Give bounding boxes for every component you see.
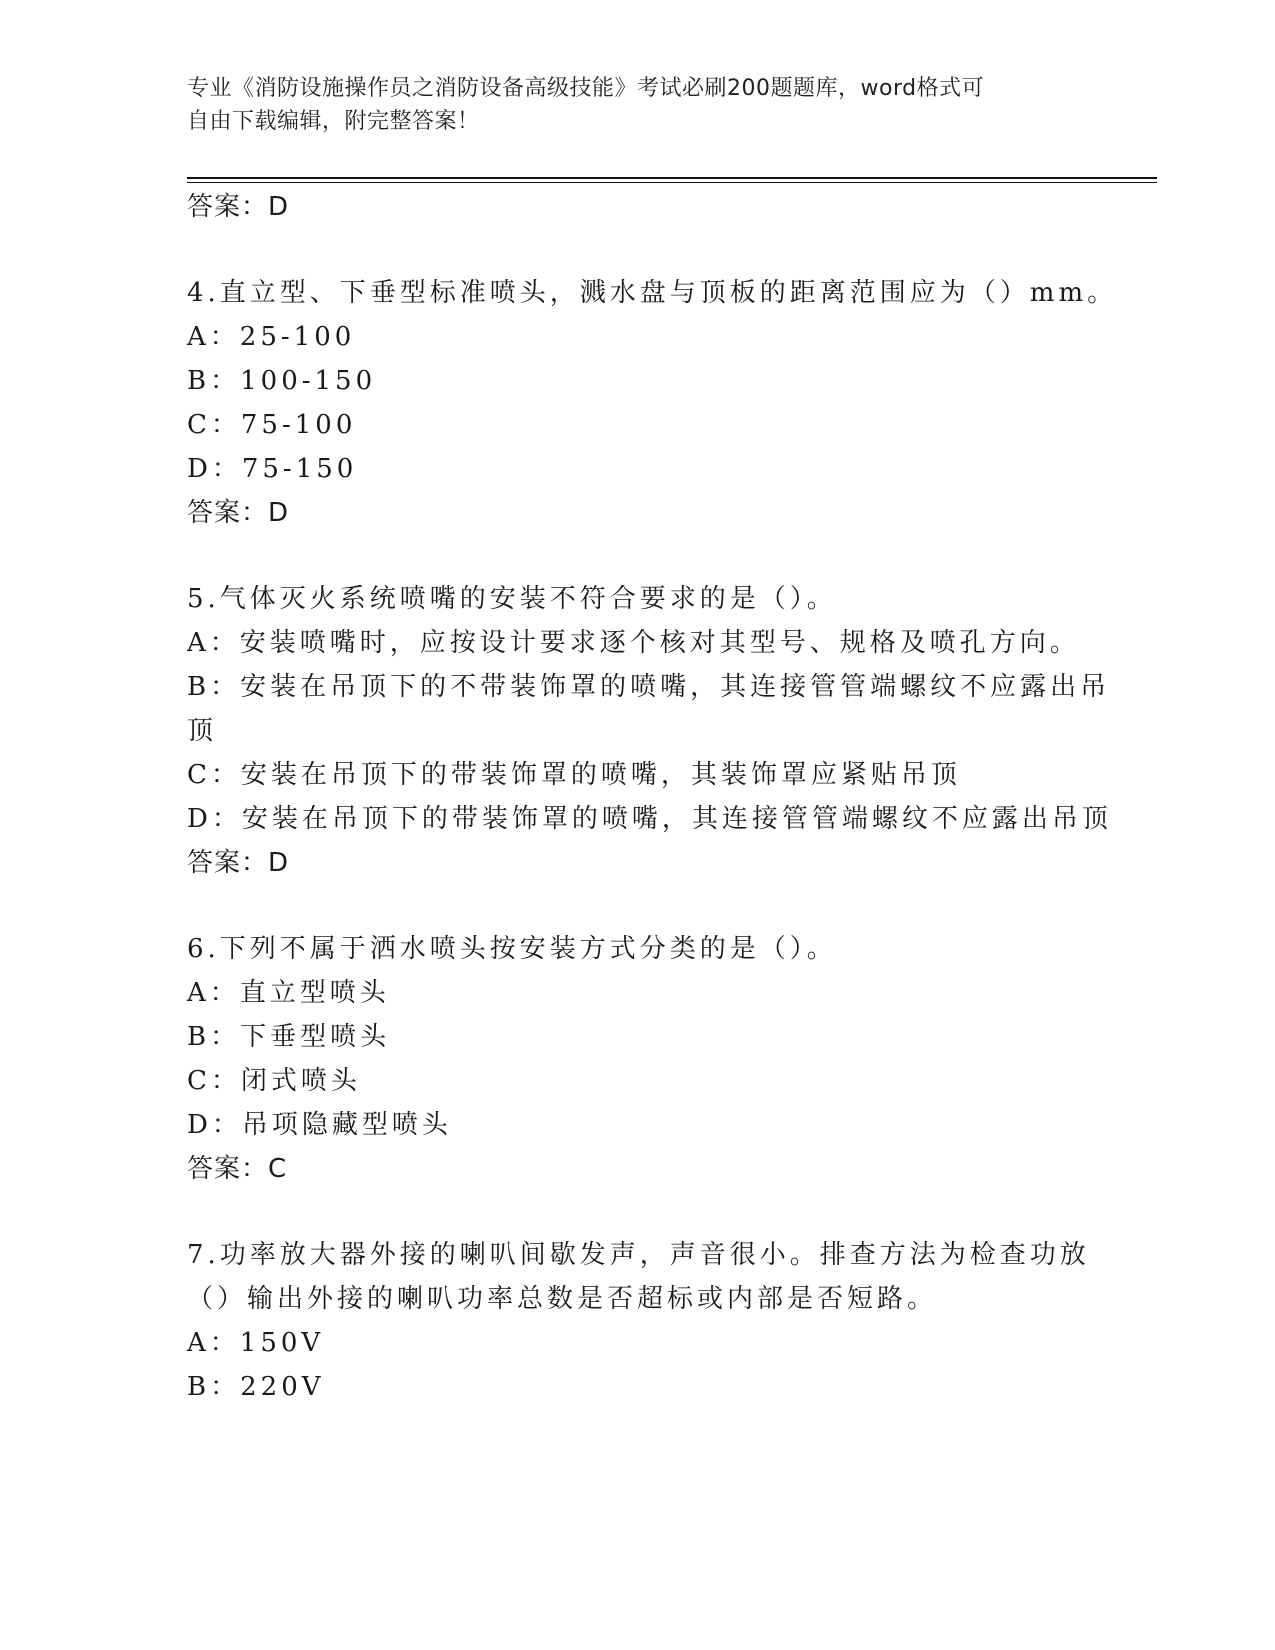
option-b: B：220V bbox=[187, 1372, 325, 1402]
option-a: A：直立型喷头 bbox=[187, 978, 390, 1008]
option-a: A：150V bbox=[187, 1328, 325, 1358]
option-a: A：安装喷嘴时，应按设计要求逐个核对其型号、规格及喷孔方向。 bbox=[187, 628, 1080, 658]
header-divider-thick bbox=[187, 177, 1157, 179]
answer-line: 答案：D bbox=[187, 848, 290, 878]
option-c: C：安装在吊顶下的带装饰罩的喷嘴，其装饰罩应紧贴吊顶 bbox=[187, 760, 961, 790]
option-b: B：安装在吊顶下的不带装饰罩的喷嘴，其连接管管端螺纹不应露出吊 bbox=[187, 672, 1111, 702]
header-line-2: 自由下载编辑，附完整答案！ bbox=[187, 109, 480, 134]
option-b-continued: 顶 bbox=[187, 716, 218, 746]
option-d: D：吊项隐藏型喷头 bbox=[187, 1110, 452, 1140]
option-d: D：安装在吊顶下的带装饰罩的喷嘴，其连接管管端螺纹不应露出吊顶 bbox=[187, 804, 1112, 834]
answer-line: 答案：C bbox=[187, 1154, 288, 1184]
question-stem-continued: （）输出外接的喇叭功率总数是否超标或内部是否短路。 bbox=[187, 1284, 938, 1314]
question-stem: 5.气体灭火系统喷嘴的安装不符合要求的是（）。 bbox=[187, 584, 837, 614]
option-c: C：75-100 bbox=[187, 410, 357, 440]
question-stem: 7.功率放大器外接的喇叭间歇发声，声音很小。排查方法为检查功放 bbox=[187, 1240, 1090, 1270]
question-stem: 6.下列不属于洒水喷头按安装方式分类的是（）。 bbox=[187, 934, 837, 964]
option-b: B：100-150 bbox=[187, 366, 377, 396]
option-d: D：75-150 bbox=[187, 454, 358, 484]
option-a: A：25-100 bbox=[187, 322, 356, 352]
answer-line: 答案：D bbox=[187, 192, 290, 222]
option-b: B：下垂型喷头 bbox=[187, 1022, 391, 1052]
option-c: C：闭式喷头 bbox=[187, 1066, 361, 1096]
document-header bbox=[187, 72, 1087, 138]
header-divider-thin bbox=[187, 182, 1157, 183]
header-line-1: 专业《消防设施操作员之消防设备高级技能》考试必刷200题题库，word格式可 bbox=[187, 76, 985, 101]
question-stem: 4.直立型、下垂型标准喷头，溅水盘与顶板的距离范围应为（）mm。 bbox=[187, 278, 1118, 308]
answer-line: 答案：D bbox=[187, 498, 290, 528]
